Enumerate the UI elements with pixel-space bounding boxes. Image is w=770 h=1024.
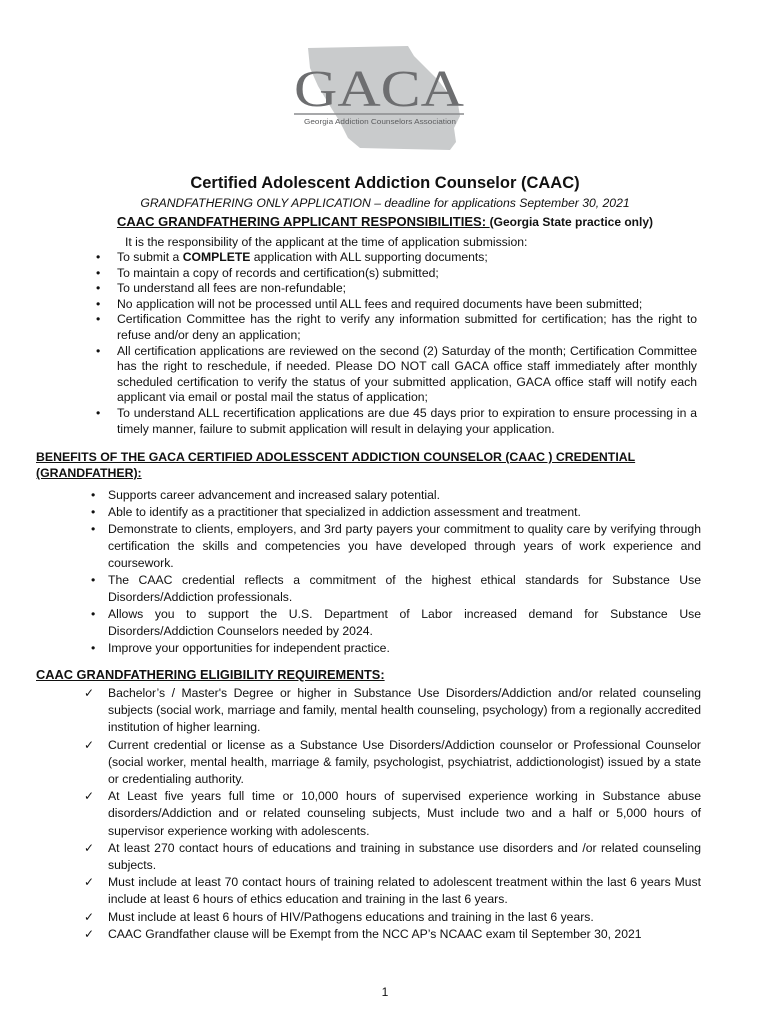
benefit-item: • Allows you to support the U.S. Department of Labor increased demand for Substance Use Disorders/Addiction Counselors needed by 2024. [88,606,701,640]
eligibility-item [84,926,701,943]
checkmark-icon: ✓ [84,840,95,855]
eligibility-item [84,737,701,789]
benefit-item: • Able to identify as a practitioner that specialized in addiction assessment and treatment. [88,504,701,521]
responsibility-item: • To understand ALL recertification applications are due 45 days prior to expiration to ensure processing in a timely manner, failure to submit application will result in delaying your application. [92,406,697,437]
responsibility-item: • Certification Committee has the right to verify any information submitted for certification; has the right to refuse and/or deny an application; [92,312,697,343]
responsibilities-list [92,250,697,437]
responsibility-emphasis: COMPLETE [182,250,251,264]
benefit-item: • Demonstrate to clients, employers, and 3rd party payers your commitment to quality care by verifying through certification the skills and competencies you have developed through years of work experience and coursework. [88,521,701,572]
responsibility-item: • No application will not be processed until ALL fees and required documents have been submitted; [92,297,697,313]
benefit-item: • Supports career advancement and increased salary potential. [88,487,701,504]
eligibility-text: CAAC Grandfather clause will be Exempt from the NCC AP’s NCAAC exam til September 30, 2021 [108,926,642,941]
eligibility-text: Bachelor’s / Master's Degree or higher in Substance Use Disorders/Addiction and/or related counseling subjects (social work, marriage and family, mental health counseling, psychology) from a regionally accredited institution of higher learning. [108,686,701,735]
logo-wordmark: GACA [294,61,465,118]
checkmark-icon: ✓ [84,909,95,924]
checkmark-icon: ✓ [84,789,95,804]
eligibility-item [84,840,701,874]
eligibility-heading: CAAC GRANDFATHERING ELIGIBILITY REQUIREMENTS: [36,667,385,682]
checkmark-icon: ✓ [84,686,95,700]
checkmark-icon: ✓ [84,875,95,890]
responsibility-item: • To maintain a copy of records and certification(s) submitted; [92,266,697,282]
eligibility-item [84,788,701,840]
responsibilities-heading-text: CAAC GRANDFATHERING APPLICANT RESPONSIBILITIES: [116,214,490,229]
document-subtitle: GRANDFATHERING ONLY APPLICATION – deadline for applications September 30, 2021 [140,196,630,210]
document-title: Certified Adolescent Addiction Counselor (CAAC) [190,174,580,192]
benefits-heading: BENEFITS OF THE GACA CERTIFIED ADOLESSCENT ADDICTION COUNSELOR (CAAC ) CREDENTIAL (GRANDFATHER): [36,450,636,480]
responsibilities-intro: It is the responsibility of the applicant at the time of application submission: [125,235,528,249]
benefits-list [88,487,701,657]
responsibility-item: • All certification applications are reviewed on the second (2) Saturday of the month; Certification Committee has the right to reschedule, if needed. Please DO NOT call GACA office staff immediately after monthly scheduled certification to verify the status of your submitted application, GACA office staff will notify each applicant via email or postal mail the status of application; [92,344,697,406]
responsibility-text: To submit a [117,250,183,264]
checkmark-icon: ✓ [84,926,95,941]
responsibilities-heading-tail: (Georgia State practice only) [489,215,654,229]
eligibility-text: Must include at least 6 hours of HIV/Pathogens educations and training in the last 6 years. [108,909,594,924]
georgia-state-logo-icon [290,42,475,154]
eligibility-text: At least 270 contact hours of educations and training in substance use disorders and /or related counseling subjects. [108,840,701,873]
checkmark-icon: ✓ [84,737,95,752]
benefit-item: • Improve your opportunities for independent practice. [88,640,701,657]
gaca-logo [290,42,475,154]
responsibilities-heading [0,214,770,229]
responsibility-item [92,250,697,266]
logo-tagline: Georgia Addiction Counselors Association [304,117,456,126]
eligibility-item [84,685,701,737]
benefit-item: • The CAAC credential reflects a commitment of the highest ethical standards for Substance Use Disorders/Addiction professionals. [88,572,701,606]
eligibility-item [84,909,701,926]
eligibility-text: Current credential or license as a Substance Use Disorders/Addiction counselor or Professional Counselor (social worker, mental health, marriage & family, psychologist, psychiatrist, addictionologist) issued by a state or credentialing authority. [108,737,701,787]
page-number: 1 [381,985,389,999]
eligibility-text: At Least five years full time or 10,000 hours of supervised experience working in Substance abuse disorders/Addiction and or related counseling subjects, Must include two and a half or 5,000 hours of supervisor experience working with adolescents. [108,789,701,838]
eligibility-item [84,874,701,908]
responsibility-text: application with ALL supporting documents; [250,250,488,264]
eligibility-list [84,685,701,943]
eligibility-text: Must include at least 70 contact hours of training related to adolescent treatment within the last 6 years Must include at least 6 hours of ethics education and training in the last 6 years. [108,875,701,907]
responsibility-item: • To understand all fees are non-refundable; [92,281,697,297]
